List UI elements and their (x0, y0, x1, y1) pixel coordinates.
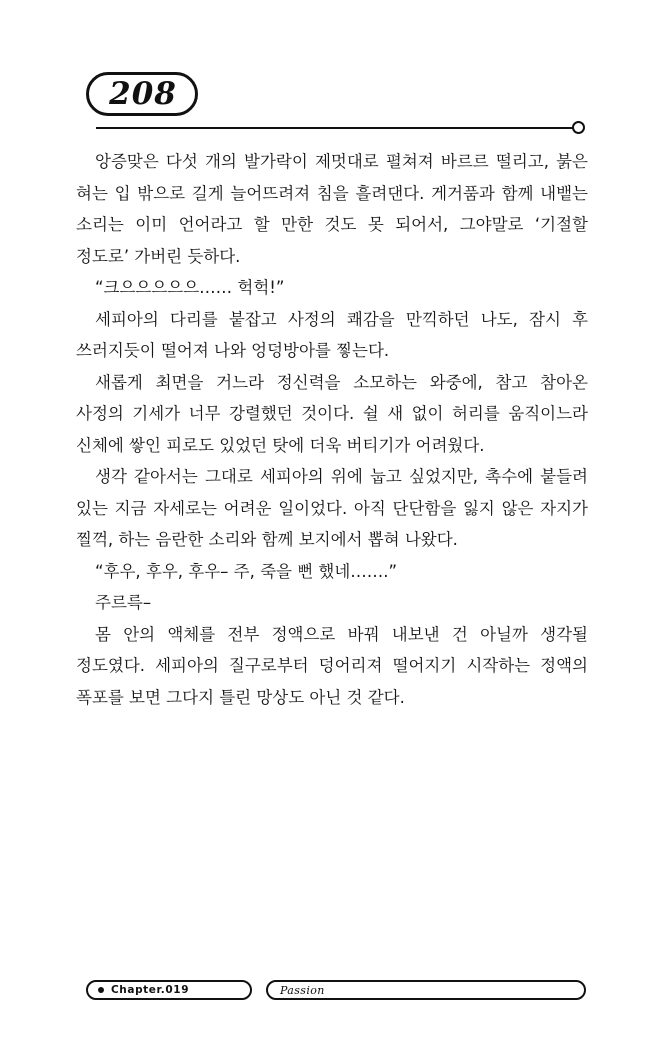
footer-title-label: Passion (280, 983, 325, 997)
footer-title-badge (266, 980, 586, 1000)
paragraph: 주르륵– (95, 593, 152, 612)
body-text (76, 146, 588, 713)
paragraph: 앙증맞은 다섯 개의 발가락이 제멋대로 펼쳐져 바르르 떨리고, 붉은 혀는 입 밖으로 길게 늘어뜨려져 침을 흘려댄다. 게거품과 함께 내뱉는 소리는 이미 언어라고 할 만한 것도 못 되어서, 그야말로 ‘기절할 정도로’ 가버린 듯하다. (76, 152, 588, 266)
page-number-header (86, 72, 198, 116)
paragraph: “크으으으으으…… 헉헉!” (95, 278, 285, 297)
paragraph: 몸 안의 액체를 전부 정액으로 바꿔 내보낸 건 아닐까 생각될 정도였다. 세피아의 질구로부터 덩어리져 떨어지기 시작하는 정액의 폭포를 보면 그다지 틀린 망상도 아닌 것 같다. (76, 624, 588, 707)
page-number: 208 (109, 75, 177, 112)
paragraph: 세피아의 다리를 붙잡고 사정의 쾌감을 만끽하던 나도, 잠시 후 쓰러지듯이 떨어져 나와 엉덩방아를 찧는다. (76, 309, 588, 360)
paragraph: 새롭게 최면을 거느라 정신력을 소모하는 와중에, 참고 참아온 사정의 기세가 너무 강렬했던 것이다. 쉴 새 없이 허리를 움직이느라 신체에 쌓인 피로도 있었던 탓에 더욱 버티기가 어려웠다. (76, 372, 588, 455)
bullet-dot-icon (98, 987, 104, 993)
paragraph: 생각 같아서는 그대로 세피아의 위에 눕고 싶었지만, 촉수에 붙들려 있는 지금 자세로는 어려운 일이었다. 아직 단단함을 잃지 않은 자지가 찔꺽, 하는 음란한 소리와 함께 보지에서 뽑혀 나왔다. (76, 467, 588, 549)
page-footer (86, 980, 586, 1002)
page-number-capsule (86, 72, 198, 116)
header-divider-dot-icon (572, 121, 585, 134)
footer-chapter-label: Chapter.019 (111, 983, 190, 996)
paragraph: “후우, 후우, 후우– 주, 죽을 뻔 했네…….” (95, 561, 398, 581)
footer-chapter-badge (86, 980, 252, 1000)
header-divider-line (96, 127, 578, 129)
